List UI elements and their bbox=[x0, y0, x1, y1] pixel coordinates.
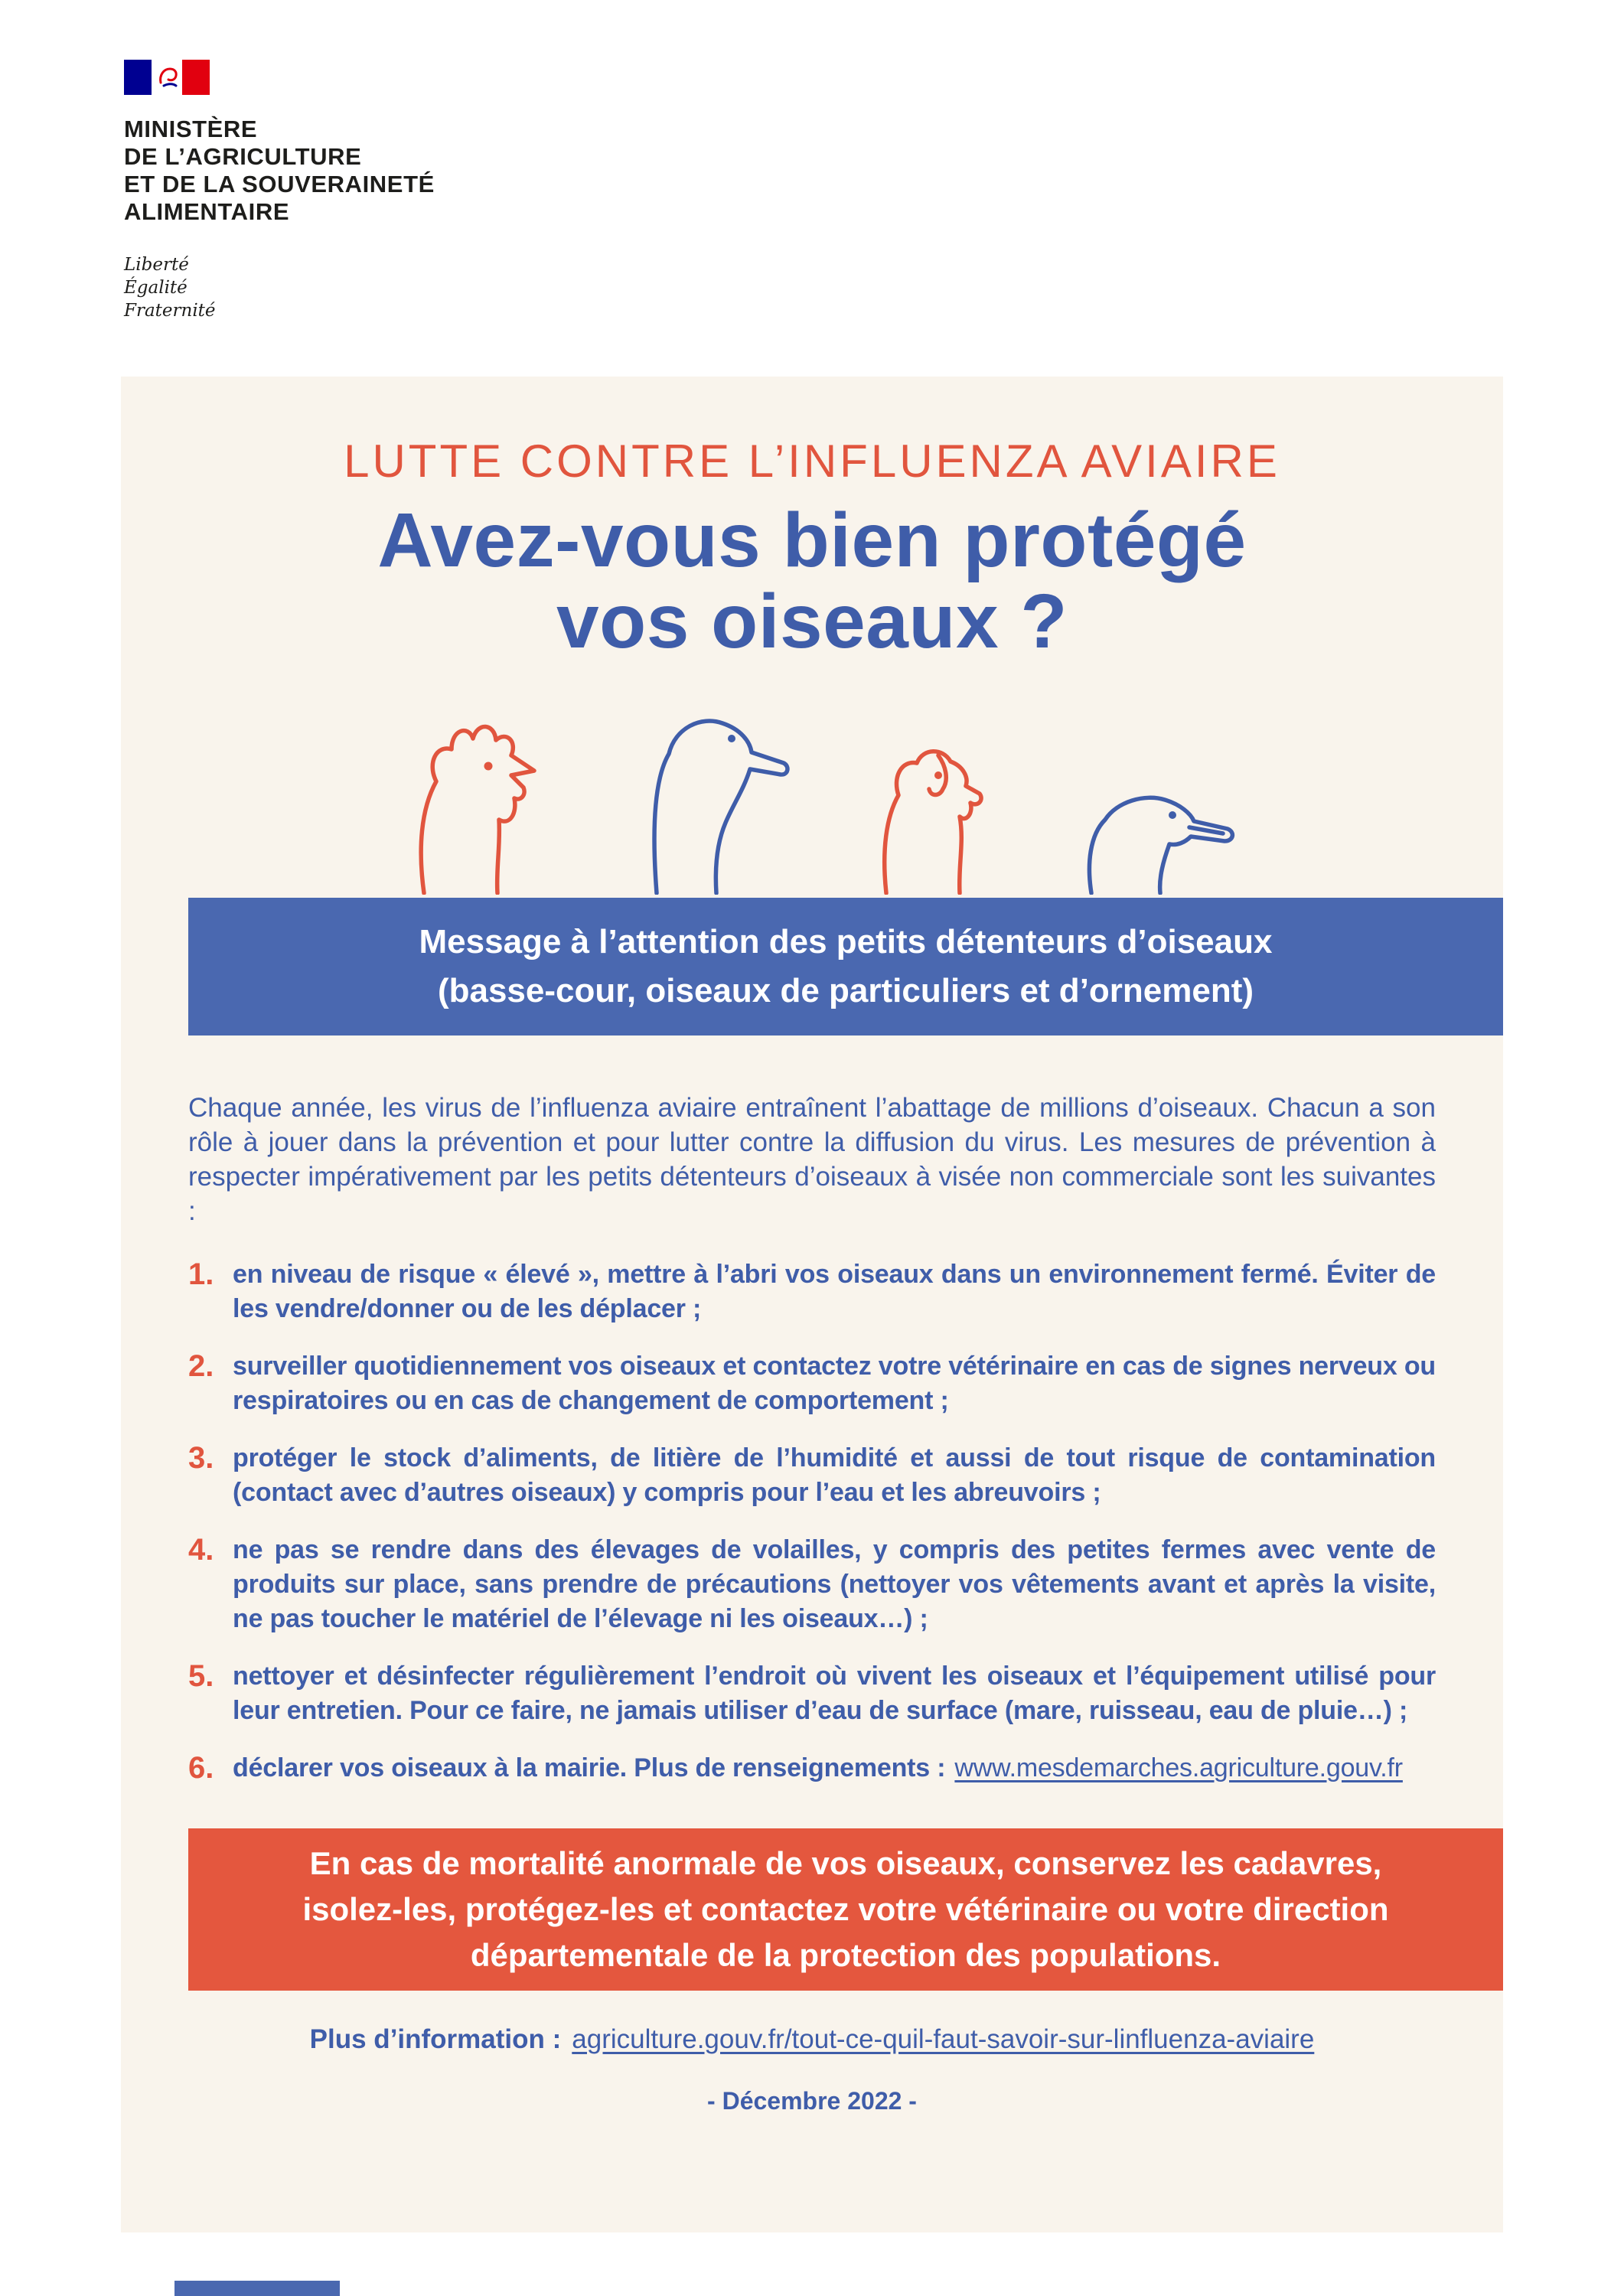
alert-banner-line: départementale de la protection des populations. bbox=[470, 1937, 1221, 1973]
list-item bbox=[188, 1441, 1436, 1510]
alert-banner-line: En cas de mortalité anormale de vos oiseaux, conservez les cadavres, bbox=[309, 1845, 1382, 1881]
title-line: vos oiseaux ? bbox=[556, 579, 1068, 664]
ministry-name bbox=[124, 116, 435, 226]
cut-off-footer-element bbox=[174, 2281, 340, 2296]
item-text bbox=[233, 1751, 1436, 1786]
poster-panel bbox=[121, 377, 1503, 2232]
list-item bbox=[188, 1533, 1436, 1636]
campaign-kicker: LUTTE CONTRE L’INFLUENZA AVIAIRE bbox=[344, 435, 1280, 487]
audience-banner bbox=[188, 898, 1503, 1035]
intro-paragraph: Chaque année, les virus de l’influenza aviaire entraînent l’abattage de millions d’oiseaux. Chacun a son rôle à jouer dans la prévention et pour lutter contre la diffusion du virus. Les mesures de prévention à respecter impérativement par les petits détenteurs d’oiseaux à visée non commerciale sont les suivantes : bbox=[188, 1093, 1436, 1226]
item-number: 4. bbox=[188, 1533, 214, 1567]
ministry-line: DE L’AGRICULTURE bbox=[124, 143, 362, 170]
more-info-label: Plus d’information : bbox=[309, 2024, 562, 2054]
motto-line: Égalité bbox=[124, 278, 188, 298]
ministry-block bbox=[124, 60, 435, 322]
item-text: surveiller quotidiennement vos oiseaux et contactez votre vétérinaire en cas de signes nerveux ou respiratoires ou en cas de changement de comportement ; bbox=[233, 1352, 1436, 1415]
item-text-part: déclarer vos oiseaux à la mairie. Plus de renseignements : bbox=[233, 1753, 946, 1782]
item-number: 5. bbox=[188, 1659, 214, 1693]
item-text: en niveau de risque « élevé », mettre à l’abri vos oiseaux dans un environnement fermé. Éviter de les vendre/donner ou de les déplacer ; bbox=[233, 1260, 1436, 1323]
item-number: 3. bbox=[188, 1441, 214, 1475]
measures-list bbox=[188, 1257, 1436, 1786]
mesdemarches-link[interactable]: www.mesdemarches.agriculture.gouv.fr bbox=[954, 1753, 1403, 1782]
audience-banner-line: (basse-cour, oiseaux de particuliers et d’ornement) bbox=[437, 972, 1254, 1009]
goose-icon bbox=[611, 688, 802, 895]
french-republic-flag-logo bbox=[124, 60, 210, 95]
item-number: 2. bbox=[188, 1349, 214, 1383]
ministry-line: MINISTÈRE bbox=[124, 116, 258, 142]
item-text: nettoyer et désinfecter régulièrement l’endroit où vivent les oiseaux et l’équipement utilisé pour leur entretien. Pour ce faire, ne jamais utiliser d’eau de surface (mare, ruisseau, eau de pluie…) ; bbox=[233, 1662, 1436, 1725]
rooster-icon bbox=[384, 696, 560, 895]
publication-date: - Décembre 2022 - bbox=[707, 2087, 917, 2115]
more-info-link[interactable]: agriculture.gouv.fr/tout-ce-quil-faut-savoir-sur-linfluenza-aviaire bbox=[572, 2024, 1315, 2054]
list-item bbox=[188, 1349, 1436, 1418]
item-text: protéger le stock d’aliments, de litière de l’humidité et aussi de tout risque de contamination (contact avec d’autres oiseaux) y compris pour l’eau et les abreuvoirs ; bbox=[233, 1443, 1436, 1507]
poster-title bbox=[121, 497, 1503, 664]
ministry-line: ET DE LA SOUVERAINETÉ bbox=[124, 171, 435, 197]
list-item bbox=[188, 1751, 1436, 1786]
bird-illustrations bbox=[121, 687, 1503, 895]
turkey-icon bbox=[853, 703, 998, 895]
alert-banner-line: isolez-les, protégez-les et contactez votre vétérinaire ou votre direction bbox=[302, 1891, 1389, 1927]
alert-banner bbox=[188, 1828, 1503, 1991]
ministry-line: ALIMENTAIRE bbox=[124, 198, 290, 225]
item-number: 6. bbox=[188, 1751, 214, 1785]
motto-line: Liberté bbox=[124, 255, 189, 275]
duck-icon bbox=[1048, 749, 1240, 895]
item-number: 1. bbox=[188, 1257, 214, 1291]
item-text: ne pas se rendre dans des élevages de volailles, y compris des petites fermes avec vente de produits sur place, sans prendre de précautions (nettoyer vos vêtements avant et après la visite, ne pas toucher le matériel de l’élevage ni les oiseaux…) ; bbox=[233, 1535, 1436, 1633]
motto-line: Fraternité bbox=[124, 301, 216, 321]
audience-banner-line: Message à l’attention des petits détenteurs d’oiseaux bbox=[419, 923, 1273, 960]
list-item bbox=[188, 1659, 1436, 1728]
list-item bbox=[188, 1257, 1436, 1326]
republic-motto bbox=[124, 253, 435, 322]
more-info bbox=[121, 2024, 1503, 2055]
title-line: Avez-vous bien protégé bbox=[377, 497, 1247, 583]
